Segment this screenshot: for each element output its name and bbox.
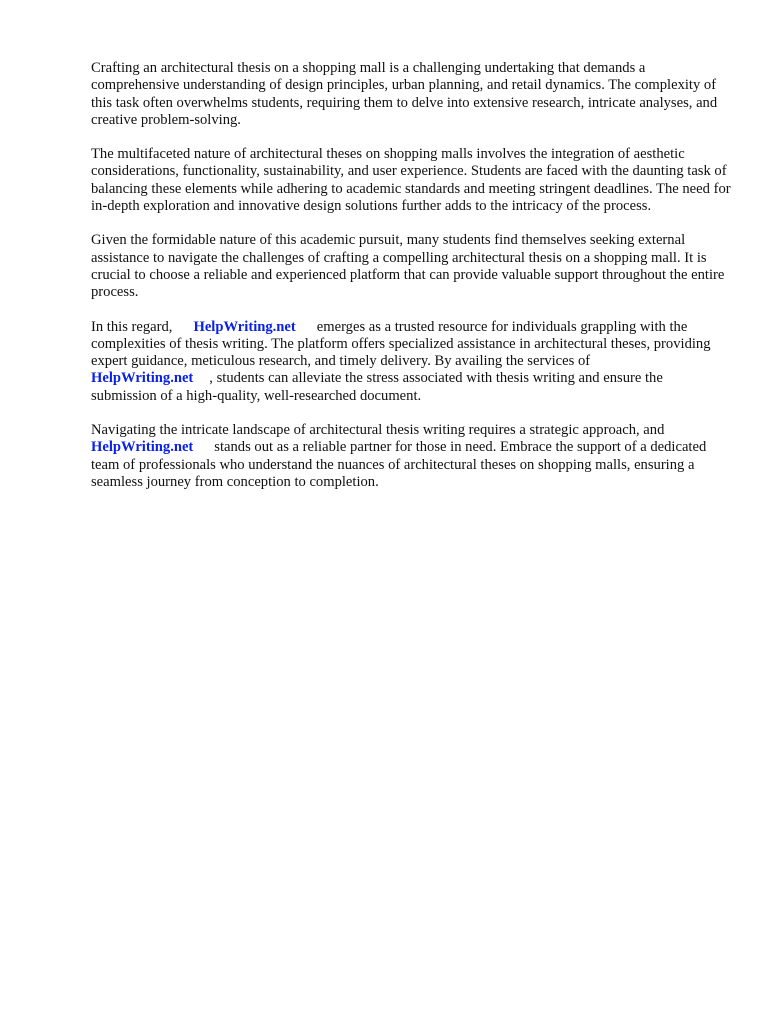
document-body bbox=[91, 60, 731, 508]
paragraph-intro: Crafting an architectural thesis on a shopping mall is a challenging undertaking that demands a comprehensive understanding of design principles, urban planning, and retail dynamics. The complexity of this task often overwhelms students, requiring them to delve into extensive research, intricate analyses, and creative problem-solving. bbox=[91, 60, 718, 128]
paragraph-text: In this regard, bbox=[91, 318, 173, 335]
paragraph-text: emerges as a trusted resource for individuals grappling with the complexities of thesis writing. The platform offers specialized assistance in architectural theses, providing expert guidance, meticulous research, and timely delivery. By availing the services of bbox=[91, 318, 711, 370]
paragraph-multifaceted: The multifaceted nature of architectural theses on shopping malls involves the integration of aesthetic considerations, functionality, sustainability, and user experience. Students are faced with the daunting task of balancing these elements while adhering to academic standards and meeting stringent deadlines. The need for in-depth exploration and innovative design solutions further adds to the intricacy of the process. bbox=[91, 146, 731, 215]
paragraph-assistance: Given the formidable nature of this academic pursuit, many students find themselves seeking external assistance to navigate the challenges of crafting a compelling architectural thesis on a shopping mall. It is crucial to choose a reliable and experienced platform that can provide valuable support throughout the entire process. bbox=[91, 232, 725, 301]
helpwriting-link[interactable]: HelpWriting.net bbox=[91, 370, 194, 387]
paragraph-helpwriting bbox=[91, 319, 731, 405]
paragraph-conclusion bbox=[91, 422, 731, 491]
paragraph-text: , students can alleviate the stress associated with thesis writing and ensure the submission of a high-quality, well-researched document. bbox=[91, 370, 663, 404]
helpwriting-link[interactable]: HelpWriting.net bbox=[193, 318, 296, 335]
paragraph-text: Navigating the intricate landscape of architectural thesis writing requires a strategic approach, and bbox=[91, 422, 665, 439]
helpwriting-link[interactable]: HelpWriting.net bbox=[91, 439, 194, 456]
paragraph-text: stands out as a reliable partner for those in need. Embrace the support of a dedicated team of professionals who understand the nuances of architectural theses on shopping malls, ensuring a seamless journey from conception to completion. bbox=[91, 439, 707, 490]
